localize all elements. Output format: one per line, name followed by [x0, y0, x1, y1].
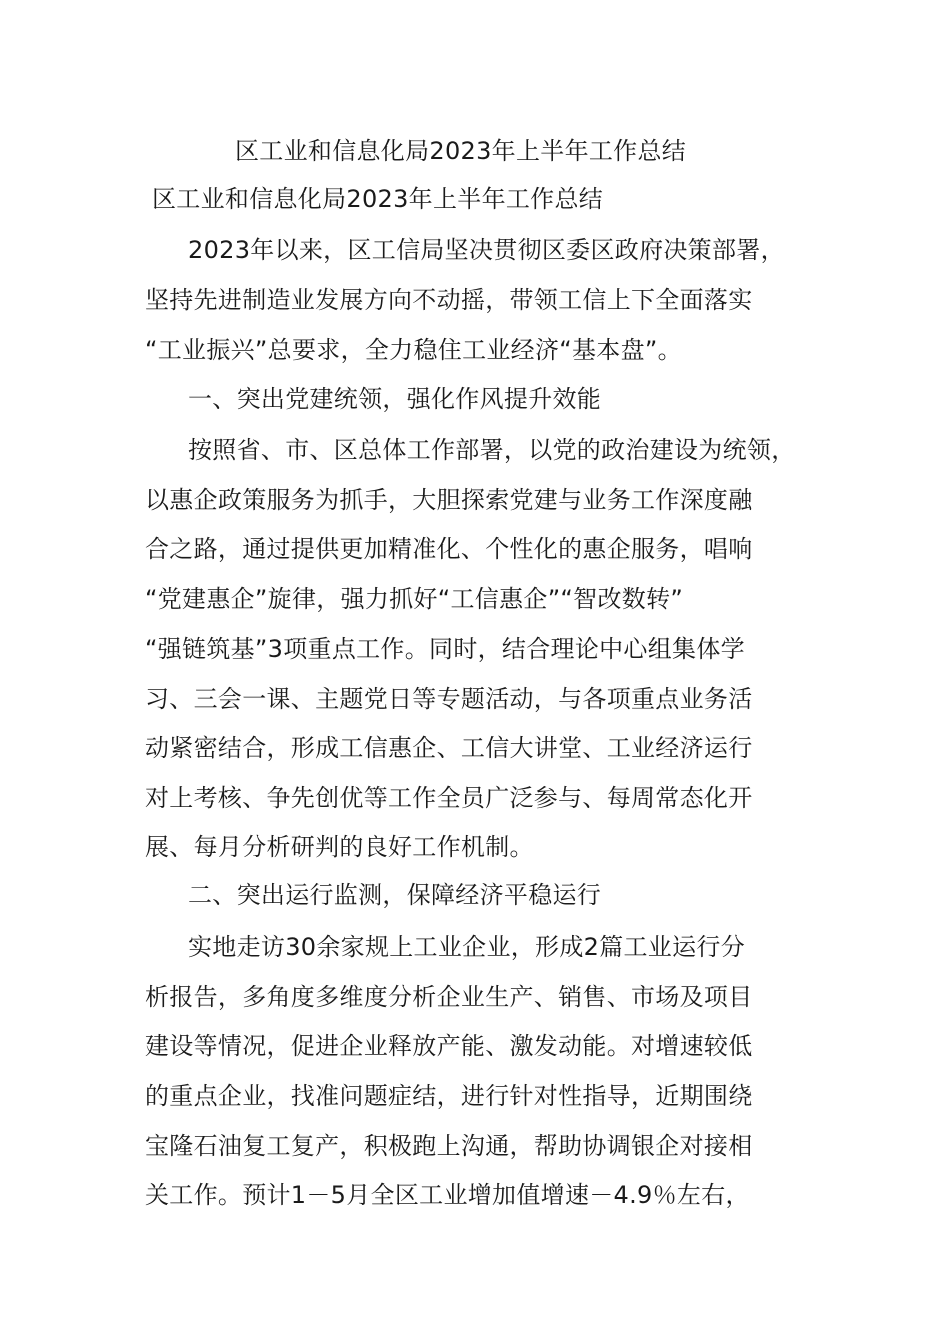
paragraph-line: 习、三会一课、主题党日等专题活动，与各项重点业务活 — [145, 685, 753, 713]
paragraph-line: 动紧密结合，形成工信惠企、工信大讲堂、工业经济运行 — [145, 734, 753, 762]
paragraph-line: 的重点企业，找准问题症结，进行针对性指导，近期围绕 — [145, 1082, 753, 1110]
section-heading: 一、突出党建统领，强化作风提升效能 — [188, 385, 602, 413]
paragraph-line: 2023年以来，区工信局坚决贯彻区委区政府决策部署， — [188, 236, 785, 264]
document-subtitle: 区工业和信息化局2023年上半年工作总结 — [152, 185, 604, 213]
paragraph-line: 宝隆石油复工复产，积极跑上沟通，帮助协调银企对接相 — [145, 1132, 753, 1160]
paragraph-line: 展、每月分析研判的良好工作机制。 — [145, 833, 534, 861]
paragraph-line: 关工作。预计1－5月全区工业增加值增速－4.9％左右， — [145, 1181, 750, 1209]
paragraph-line: 对上考核、争先创优等工作全员广泛参与、每周常态化开 — [145, 784, 753, 812]
paragraph-line: 建设等情况，促进企业释放产能、激发动能。对增速较低 — [145, 1032, 753, 1060]
paragraph-line: 以惠企政策服务为抓手，大胆探索党建与业务工作深度融 — [145, 486, 753, 514]
paragraph-line: 坚持先进制造业发展方向不动摇，带领工信上下全面落实 — [145, 286, 753, 314]
paragraph-line: 析报告，多角度多维度分析企业生产、销售、市场及项目 — [145, 983, 753, 1011]
document-title: 区工业和信息化局2023年上半年工作总结 — [235, 137, 687, 165]
section-heading: 二、突出运行监测，保障经济平稳运行 — [188, 881, 602, 909]
paragraph-line: 合之路，通过提供更加精准化、个性化的惠企服务，唱响 — [145, 535, 753, 563]
paragraph-line: 实地走访30余家规上工业企业，形成2篇工业运行分 — [188, 933, 746, 961]
paragraph-line: 按照省、市、区总体工作部署，以党的政治建设为统领， — [188, 436, 796, 464]
paragraph-line: “党建惠企”旋律，强力抓好“工信惠企”“智改数转” — [145, 585, 684, 613]
paragraph-line: “强链筑基”3项重点工作。同时，结合理论中心组集体学 — [145, 635, 745, 663]
paragraph-line: “工业振兴”总要求，全力稳住工业经济“基本盘”。 — [145, 336, 682, 364]
